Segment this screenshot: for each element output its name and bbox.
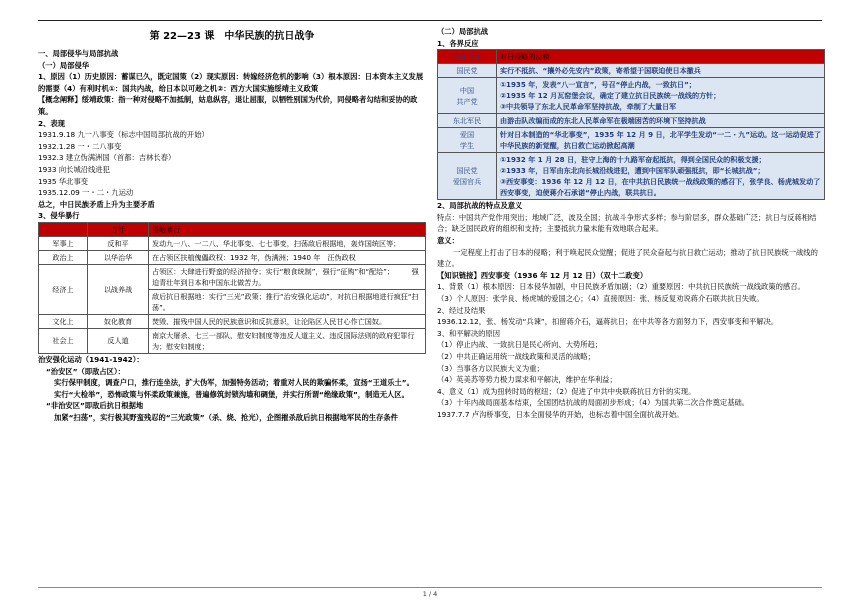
table-row	[39, 328, 426, 353]
reason-item: （4）英美苏等势力极力谋求和平解决，维护在华利益；	[437, 375, 617, 385]
result-heading: 2、经过及结果	[437, 305, 486, 315]
reason-item: （2）中共正确运用统一战线政策和灵活的战略；	[437, 351, 595, 361]
table-row	[438, 128, 825, 153]
reactions-table	[437, 49, 825, 200]
features-paragraph: 特点：中国共产党作用突出；地域广泛，波及全国；抗战斗争形式多样；参与阶层多，群众基础广泛；抗日与反蒋相结合；缺乏国民政府的组织和支持；主要抵抗力量未能有效地联合起来。	[437, 212, 817, 234]
row-policy: 奴化教育	[88, 314, 149, 328]
table-row	[39, 314, 426, 328]
event-item: 1933 向长城沿线进犯	[38, 164, 110, 174]
meaning-paragraph: （3）十年内战局面基本结束，全国团结抗战的局面初步形成；（4）为国共第二次合作奠定基础。	[437, 398, 750, 408]
background-paragraph: （3）个人原因：张学良、杨虎城的爱国之心；（4）直接原因：张、杨反复劝说蒋介石联共抗日失败。	[437, 293, 764, 303]
row-category: 政治上	[39, 250, 88, 264]
row-detail: 敌后抗日根据地：实行“三光”政策；推行“治安强化运动”，对抗日根据地进行疯狂“扫荡”。	[149, 289, 426, 314]
table-row	[438, 64, 825, 78]
row-category: 军事上	[39, 236, 88, 250]
event-item: 1932.1.28 一・二八事变	[38, 141, 122, 151]
atrocities-table	[38, 222, 426, 354]
row-category: 经济上	[39, 264, 88, 314]
reactions-heading: 1、各界反应	[437, 38, 479, 48]
section-heading: 一、局部侵华与局部抗战	[38, 49, 119, 58]
table-row	[438, 153, 825, 200]
header-rule	[38, 20, 822, 21]
knowledge-link: 【知识链接】西安事变（1936 年 12 月 12 日）（双十二政变）	[437, 270, 648, 280]
zone-paragraph: 实行保甲制度，调查户口，推行连坐法，扩大伪军，加强特务活动；着重对人民的欺骗怀柔，宣扬“王道乐土”。	[54, 378, 414, 388]
table-row	[39, 264, 426, 289]
row-policy: 反人道	[88, 328, 149, 353]
row-reaction: 实行不抵抗、“攘外必先安内”政策，寄希望于国联迫使日本撤兵	[497, 64, 825, 78]
table-header-row	[438, 50, 825, 64]
subsection-heading: （一）局部侵华	[38, 60, 90, 70]
page-number: 1 / 4	[422, 590, 438, 598]
zone-paragraph: 实行“大检举”，恐怖政策与怀柔政策兼施，普遍修筑封锁沟墙和碉堡，并实行所谓“绝缘政策”，制造无人区。	[54, 389, 409, 399]
concept-note: 【概念阐释】绥靖政策：指一种对侵略不加抵制，姑息纵容，退让屈服，以牺牲别国为代价，同侵略者勾结和妥协的政策。	[38, 95, 418, 116]
row-detail: 占领区：大肆进行野蛮的经济掠夺；实行“粮食统制”，强行“征购”和“配给”； 强迫青壮年到日本和中国东北做苦力。	[149, 264, 426, 289]
table-row	[39, 250, 426, 264]
event-item: 1931.9.18 九一八事变（标志中国局部抗战的开始）	[38, 130, 209, 140]
row-policy: 反和平	[88, 236, 149, 250]
subsection-heading: （二）局部抗战	[437, 27, 489, 36]
event-item: 1935.12.09 一・二・九运动	[38, 188, 134, 198]
zone-heading: “非治安区”即敌后抗日根据地	[46, 401, 144, 411]
meaning-paragraph: 4、意义（1）成为扭转时局的枢纽；（2）促进了中共中央联蒋抗日方针的实现。	[437, 386, 696, 396]
reasons-heading: 3、和平解决的原因	[437, 328, 501, 338]
page-title: 第 22—23 课 中华民族的抗日战争	[149, 31, 315, 42]
row-detail: 在占领区扶植傀儡政权：1932 年，伪满洲；1940 年 汪伪政权	[149, 250, 426, 264]
events-heading: 2、表现	[38, 118, 65, 128]
result-paragraph: 1936.12.12，张、杨发动“兵谏”，扣留蒋介石，逼蒋抗日；在中共等各方面努力下，西安事变和平解决。	[437, 317, 779, 327]
row-detail: 发动九一八、一二八、华北事变、七七事变，扫荡敌后根据地，轰炸国统区等；	[149, 236, 426, 250]
row-detail: 焚毁、摧残中国人民的民族意识和反抗意识，让沦陷区人民甘心作亡国奴。	[149, 314, 426, 328]
background-paragraph: 1、背景（1）根本原因：日本侵华加剧，中日民族矛盾加剧；（2）重要原因：中共抗日民族统一战线政策的感召。	[437, 282, 805, 292]
zone-heading: “治安区”（即敌占区）：	[46, 366, 125, 376]
causes-paragraph: 1、原因（1）历史原因：蓄谋已久，既定国策（2）现实原因：转嫁经济危机的影响（3）根本原因：日本资本主义发展的需要（4）有利时机①：国共内战，给日本以可趁之机②：西方大国实施绥靖主义政策	[38, 72, 424, 93]
closing-line: 1937.7.7 卢沟桥事变，日本全面侵华的开始，也标志着中国全面抗战开始。	[437, 409, 684, 419]
row-reaction: ①1935 年，发表“八一宣言”，号召“停止内战，一致抗日”； ②1935 年 12 月瓦窑堡会议，确定了建立抗日民族统一战线的方针； ③中共领导了东北人民革命军坚持抗战，牵制了大量日军	[497, 78, 825, 114]
table-row	[438, 114, 825, 128]
zone-paragraph: 加紧“扫荡”，实行极其野蛮残忍的“三光政策”（杀、烧、抢光），企图摧杀敌后抗日根据地军民的生存条件	[54, 412, 398, 422]
header-cell	[39, 222, 88, 236]
row-detail: 南京大屠杀、七三一部队、慰安妇制度等违反人道主义、违反国际法则的政府犯罪行为；慰安妇制度；	[149, 328, 426, 353]
row-force: 中国 共产党	[438, 78, 497, 114]
summary-line: 总之，中日民族矛盾上升为主要矛盾	[38, 199, 155, 209]
row-force: 东北军民	[438, 114, 497, 128]
table-row	[438, 78, 825, 114]
features-heading: 2、局部抗战的特点及意义	[437, 201, 523, 211]
row-force: 爱国 学生	[438, 128, 497, 153]
row-policy: 以华治华	[88, 250, 149, 264]
header-cell: 方针	[88, 222, 149, 236]
footer-rule	[38, 587, 822, 588]
row-force: 国民党	[438, 64, 497, 78]
table-row	[39, 236, 426, 250]
row-reaction: 由游击队改编而成的东北人民革命军在极端困苦的环境下坚持抗战	[497, 114, 825, 128]
campaign-title: 治安强化运动（1941-1942）：	[38, 354, 144, 364]
significance-paragraph: 一定程度上打击了日本的侵略；利于唤起民众觉醒；促进了民众奋起与抗日救亡运动；推动了抗日民族统一战线的建立。	[437, 247, 818, 269]
row-reaction: 针对日本制造的“华北事变”，1935 年 12 月 9 日，北平学生发动“一二・九”运动。这一运动促进了中华民族的新觉醒，抗日救亡运动掀起高潮	[497, 128, 825, 153]
atrocities-heading: 3、侵华暴行	[38, 211, 80, 221]
row-reaction: ①1932 年 1 月 28 日，驻守上海的十九路军奋起抵抗，得到全国民众的积极支援； ②1933 年，日军由东北向长城沿线进犯，遭到中国军队顽强抵抗，即“长城抗战”； ③西安事变：1936 年 12 月 12 日，在中共抗日民族统一战线政策的感召下，张学良、杨虎城发动了西安事变，迫使蒋介石承诺“停止内战，联共抗日。	[497, 153, 825, 200]
event-item: 1932.3 建立伪满洲国（首都：吉林长春）	[38, 153, 176, 163]
row-policy: 以战养战	[88, 264, 149, 314]
row-category: 社会上	[39, 328, 88, 353]
header-cell: 侵略暴行	[149, 222, 426, 236]
right-column	[437, 26, 825, 420]
reason-item: （1）停止内战、一致抗日是民心所向、大势所趋；	[437, 340, 603, 350]
significance-label: 意义：	[437, 235, 459, 245]
left-column	[38, 26, 426, 423]
header-cell: 各界力量	[438, 50, 497, 64]
event-item: 1935 华北事变	[38, 176, 89, 186]
row-category: 文化上	[39, 314, 88, 328]
reason-item: （3）当事各方以民族大义为重；	[437, 363, 544, 373]
row-force: 国民党 爱国官兵	[438, 153, 497, 200]
header-cell: 对日侵略的反映	[497, 50, 825, 64]
table-header-row	[39, 222, 426, 236]
